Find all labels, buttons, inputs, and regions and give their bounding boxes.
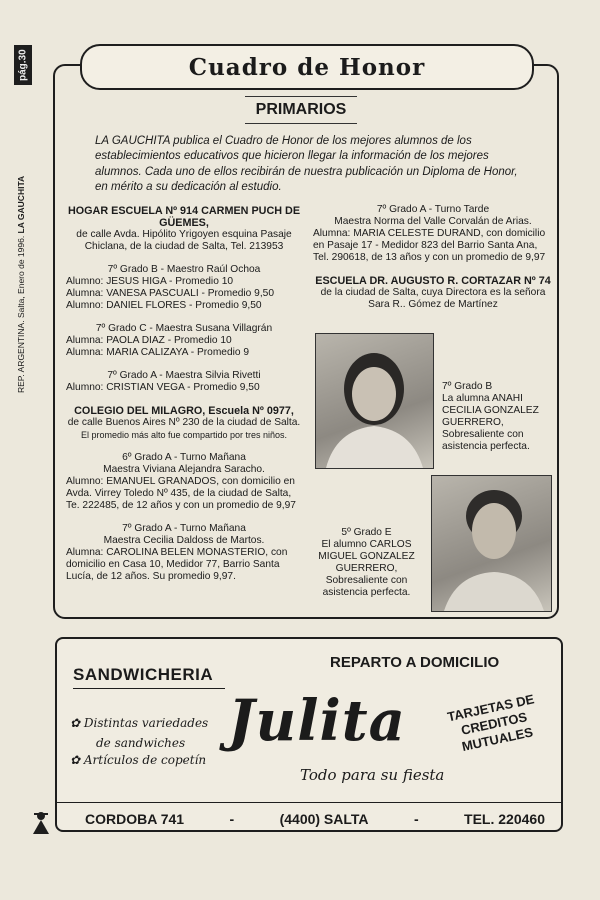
grade-block: 7º Grado C - Maestra Susana Villagrán Alumna: PAOLA DIAZ - Promedio 10 Alumna: MARIA CALIZAYA - Promedio 9 [66, 323, 273, 358]
side-strip [6, 45, 40, 393]
section-title: PRIMARIOS [245, 96, 357, 124]
side-dateline: REP. ARGENTINA. Salta, Enero de 1996. LA GAUCHITA [16, 175, 26, 393]
ad-address: CORDOBA 741 [85, 811, 185, 827]
ad-phone: TEL. 220460 [464, 811, 545, 827]
grade-block: 6º Grado A - Turno Mañana Maestra Viviana Alejandra Saracho. Alumno: EMANUEL GRANADOS, con domicilio en Avda. Virrey Toledo Nº 435, de la ciudad de Salta, Te. 222485, de 12 años y con un promedio de 9,97 [66, 452, 296, 511]
page-title: Cuadro de Honor [188, 53, 426, 81]
ad-footer: CORDOBA 741 - (4400) SALTA - TEL. 220460 [85, 811, 545, 827]
page-number: pág.30 [14, 45, 32, 85]
school-note: El promedio más alto fue compartido por tres niños. [80, 430, 288, 440]
ad-item: de sandwiches [96, 736, 186, 750]
gauchita-logo-icon [31, 808, 51, 836]
left-column [66, 205, 302, 594]
photo-caption-girl: 7º Grado B La alumna ANAHI CECILIA GONZALEZ GUERRERO, Sobresaliente con asistencia perfecta. [442, 381, 539, 452]
title-banner [80, 44, 534, 90]
intro-text: LA GAUCHITA publica el Cuadro de Honor de los mejores alumnos de los establecimientos educativos que hicieron llegar la información de los mejores alumnos. Cada uno de ellos recibirán de nuestra publicación un Diploma de Honor, en mérito a su dedicación al estudio. [95, 135, 518, 193]
ad-underline [73, 688, 225, 689]
school-name: COLEGIO DEL MILAGRO, Escuela Nº 0977, [74, 405, 294, 417]
ad-item: ✿ Artículos de copetín [70, 753, 207, 767]
ad-delivery: REPARTO A DOMICILIO [330, 654, 500, 671]
grade-block: 7º Grado A - Maestra Silvia Rivetti Alumno: CRISTIAN VEGA - Promedio 9,50 [66, 370, 261, 393]
grade-block: 7º Grado A - Turno Mañana Maestra Cecilia Daldoss de Martos. Alumna: CAROLINA BELEN MONASTERIO, con domicilio en Casa 10, Medidor 77, Barrio Santa Lucía, de 12 años. Su promedio 9,97. [66, 523, 288, 582]
school-name: ESCUELA DR. AUGUSTO R. CORTAZAR Nº 74 [315, 275, 551, 287]
school-address: de la ciudad de Salta, cuya Directora es la señora Sara R.. Gómez de Martínez [320, 287, 546, 310]
grade-block: 7º Grado A - Turno Tarde Maestra Norma del Valle Corvalán de Arias. Alumna: MARIA CELESTE DURAND, con domicilio en Pasaje 17 - Medidor 823 del Barrio Santa Ana, Tel. 290618, de 13 años y con un promedio de 9,97 [313, 204, 546, 263]
flower-icon: ✿ [70, 753, 84, 767]
photo-caption-boy: 5º Grado E El alumno CARLOS MIGUEL GONZALEZ GUERRERO, Sobresaliente con asistencia perfecta. [318, 527, 415, 598]
portrait-icon [432, 476, 551, 611]
grade-block: 7º Grado B - Maestro Raúl Ochoa Alumno: JESUS HIGA - Promedio 10 Alumna: VANESA PASCUALI - Promedio 9,50 Alumno: DANIEL FLORES - Promedio 9,50 [66, 264, 274, 311]
flower-icon: ✿ [70, 716, 84, 730]
ad-item: ✿ Distintas variedades [70, 716, 209, 730]
ad-city: (4400) SALTA [279, 811, 369, 827]
ad-tagline: Todo para su fiesta [300, 766, 445, 784]
portrait-icon [316, 334, 433, 468]
school-address: de calle Buenos Aires Nº 230 de la ciudad de Salta. [67, 417, 301, 428]
ad-divider [55, 802, 563, 803]
ad-cards: TARJETAS DE CREDITOS MUTUALES [445, 691, 536, 755]
student-photo-boy [431, 475, 552, 612]
ad-brand: Julita [228, 688, 406, 754]
right-column [313, 204, 553, 322]
student-photo-girl [315, 333, 434, 469]
school-address: de calle Avda. Hipólito Yrigoyen esquina Pasaje Chiclana, de la ciudad de Salta, Tel. 213953 [76, 229, 292, 252]
ad-sandwicheria: SANDWICHERIA [73, 665, 214, 684]
school-name: HOGAR ESCUELA Nº 914 CARMEN PUCH DE GÜEMES, [67, 205, 301, 229]
